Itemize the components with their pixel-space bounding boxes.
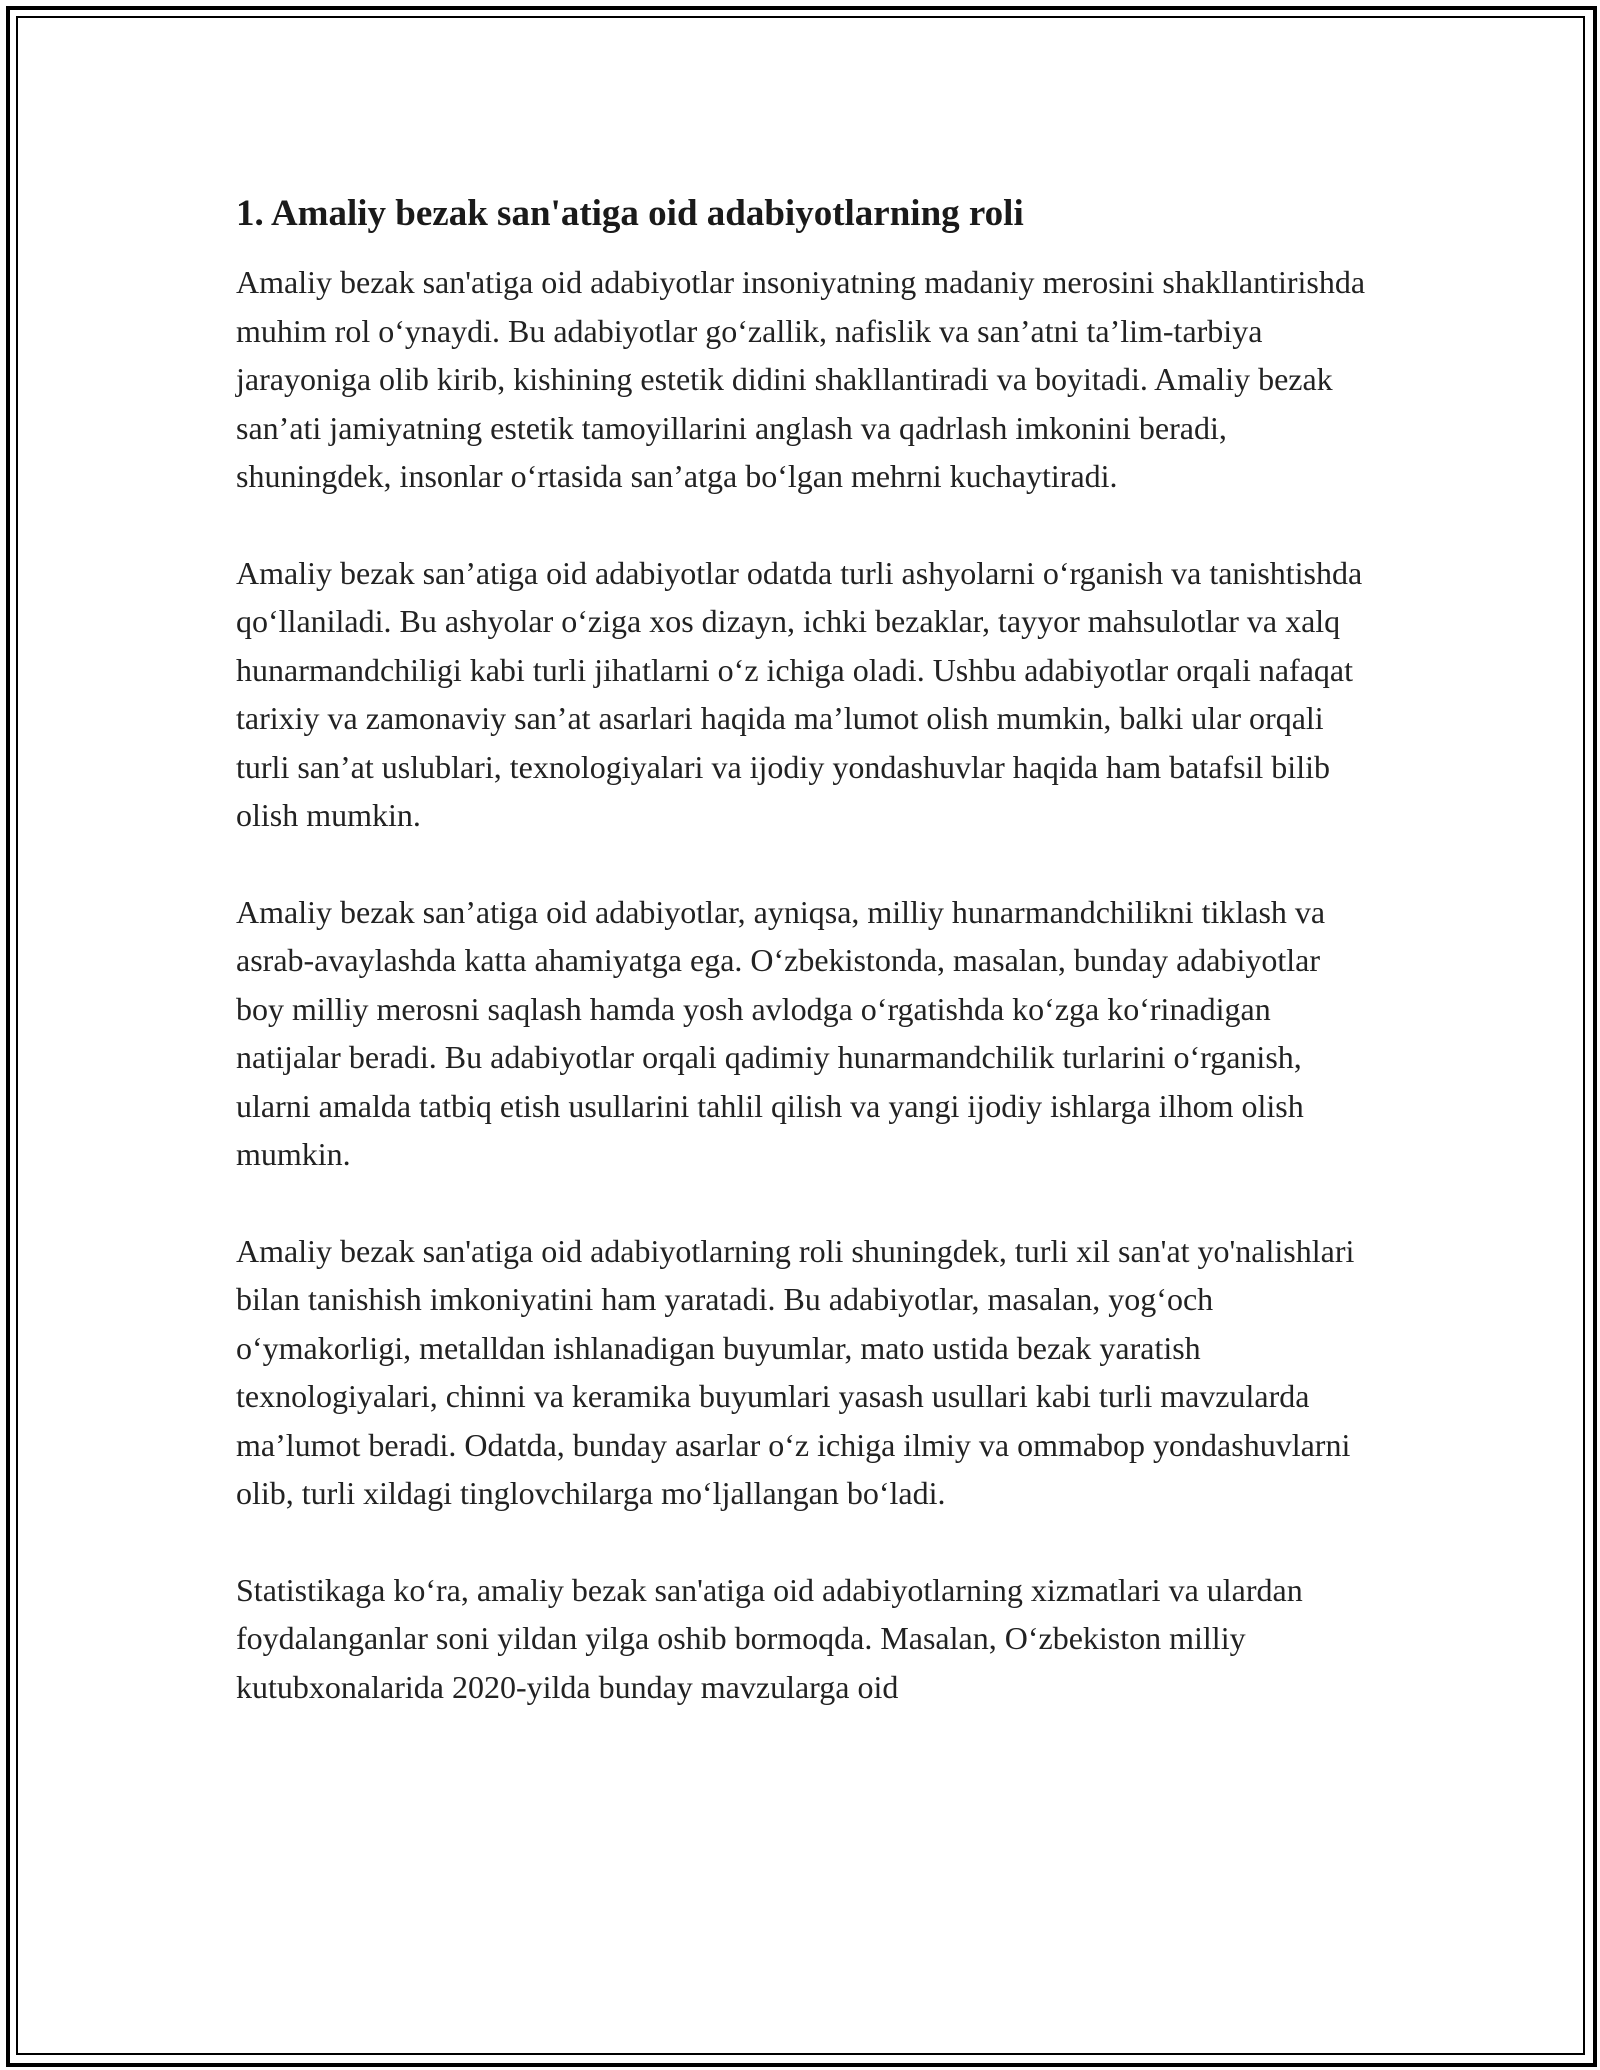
document-body: [236, 186, 1366, 1759]
paragraph-4: Amaliy bezak san'atiga oid adabiyotlarning roli shuningdek, turli xil san'at yo'nalishlari bilan tanishish imkoniyatini ham yaratadi. Bu adabiyotlar, masalan, yog‘och o‘ymakorligi, metalldan ishlanadigan buyumlar, mato ustida bezak yaratish texnologiyalari, chinni va keramika buyumlari yasash usullari kabi turli mavzularda ma’lumot beradi. Odatda, bunday asarlar o‘z ichiga ilmiy va ommabop yondashuvlarni olib, turli xildagi tinglovchilarga mo‘ljallangan bo‘ladi.: [236, 1232, 1355, 1511]
paragraph-2: Amaliy bezak san’atiga oid adabiyotlar odatda turli ashyolarni o‘rganish va tanishtishda qo‘llaniladi. Bu ashyolar o‘ziga xos dizayn, ichki bezaklar, tayyor mahsulotlar va xalq hunarmandchiligi kabi turli jihatlarni o‘z ichiga oladi. Ushbu adabiyotlar orqali nafaqat tarixiy va zamonaviy san’at asarlari haqida ma’lumot olish mumkin, balki ular orqali turli san’at uslublari, texnologiyalari va ijodiy yondashuvlar haqida ham batafsil bilib olish mumkin.: [236, 554, 1363, 833]
paragraph-3: Amaliy bezak san’atiga oid adabiyotlar, ayniqsa, milliy hunarmandchilikni tiklash va asrab-avaylashda katta ahamiyatga ega. O‘zbekistonda, masalan, bunday adabiyotlar boy milliy merosni saqlash hamda yosh avlodga o‘rgatishda ko‘zga ko‘rinadigan natijalar beradi. Bu adabiyotlar orqali qadimiy hunarmandchilik turlarini o‘rganish, ularni amalda tatbiq etish usullarini tahlil qilish va yangi ijodiy ishlarga ilhom olish mumkin.: [236, 893, 1326, 1172]
paragraph-1: Amaliy bezak san'atiga oid adabiyotlar insoniyatning madaniy merosini shakllantirishda muhim rol o‘ynaydi. Bu adabiyotlar go‘zallik, nafislik va san’atni ta’lim-tarbiya jarayoniga olib kirib, kishining estetik didini shakllantiradi va boyitadi. Amaliy bezak san’ati jamiyatning estetik tamoyillarini anglash va qadrlash imkonini beradi, shuningdek, insonlar o‘rtasida san’atga bo‘lgan mehrni kuchaytiradi.: [236, 264, 1366, 494]
section-heading: 1. Amaliy bezak san'atiga oid adabiyotlarning roli: [236, 193, 1024, 234]
paragraph-5: Statistikaga ko‘ra, amaliy bezak san'atiga oid adabiyotlarning xizmatlari va ulardan foydalanganlar soni yildan yilga oshib bormoqda. Masalan, O‘zbekiston milliy kutubxonalarida 2020-yilda bunday mavzularga oid: [236, 1571, 1303, 1705]
